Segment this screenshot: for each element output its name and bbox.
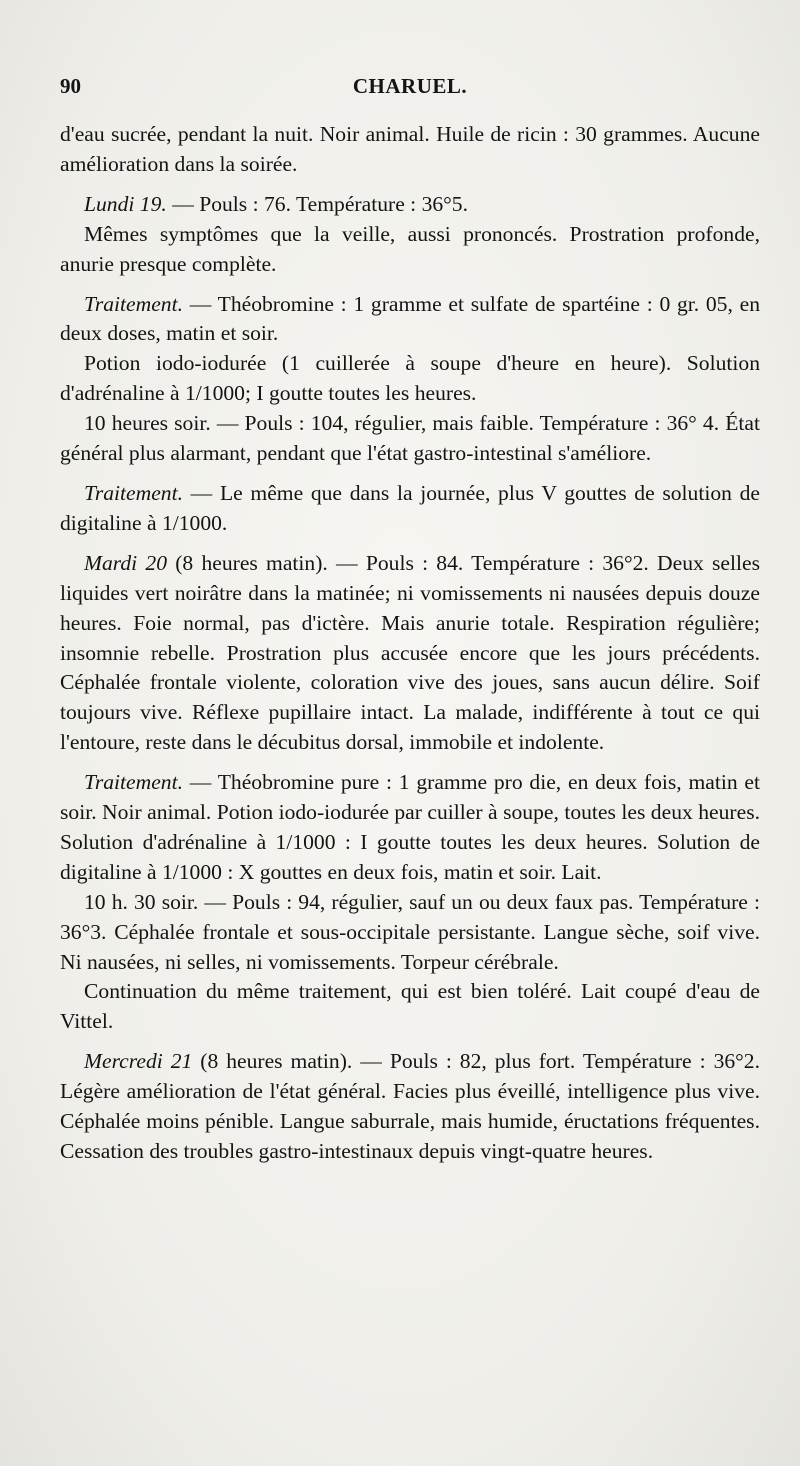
paragraph [60, 888, 760, 978]
page-header [60, 74, 760, 104]
paragraph-lead: Traitement. [84, 770, 183, 795]
paragraph-lead: Traitement. [84, 480, 183, 505]
paragraph-text: d'eau sucrée, pendant la nuit. Noir animal. Huile de ricin : 30 grammes. Aucune amélioration dans la soirée. [60, 122, 760, 176]
body-text [60, 120, 760, 1167]
paragraph-text: 10 heures soir. — Pouls : 104, régulier, mais faible. Température : 36° 4. État général plus alarmant, pendant que l'état gastro-intestinal s'améliore. [60, 411, 760, 466]
paragraph-text: — Théobromine : 1 gramme et sulfate de spartéine : 0 gr. 05, en deux doses, matin et soir. [60, 291, 760, 346]
paragraph-text: Potion iodo-iodurée (1 cuillerée à soupe d'heure en heure). Solution d'adrénaline à 1/1000; I goutte toutes les heures. [60, 351, 760, 406]
paragraph-text: — Théobromine pure : 1 gramme pro die, en deux fois, matin et soir. Noir animal. Potion iodo-iodurée par cuiller à soupe, toutes les deux heures. Solution d'adrénaline à 1/1000 : I goutte toutes les deux heures. Solution de digitaline à 1/1000 : X gouttes en deux fois, matin et soir. Lait. [60, 770, 760, 884]
paragraph-lead: Traitement. [84, 291, 183, 316]
paragraph [60, 349, 760, 409]
paragraph [60, 768, 760, 888]
paragraph [60, 1047, 760, 1167]
paragraph-text: (8 heures matin). — Pouls : 84. Température : 36°2. Deux selles liquides vert noirâtre dans la matinée; ni vomissements ni nausées depuis douze heures. Foie normal, pas d'ictère. Mais anurie totale. Respiration régulière; insomnie rebelle. Prostration plus accusée encore que les jours précédents. Céphalée frontale violente, coloration vive des joues, sans aucun délire. Soif toujours vive. Réflexe pupillaire intact. La malade, indifférente à tout ce qui l'entoure, reste dans le décubitus dorsal, immobile et indolente. [60, 550, 760, 755]
paragraph-text: — Le même que dans la journée, plus V gouttes de solution de digitaline à 1/1000. [60, 480, 760, 535]
paragraph [60, 977, 760, 1037]
paragraph [60, 409, 760, 469]
paragraph [60, 290, 760, 350]
running-head: CHARUEL. [352, 74, 468, 98]
paragraph [60, 190, 760, 220]
paragraph [60, 220, 760, 280]
paragraph [60, 479, 760, 539]
paragraph-text: 10 h. 30 soir. — Pouls : 94, régulier, sauf un ou deux faux pas. Température : 36°3. Céphalée frontale et sous-occipitale persistante. Langue sèche, soif vive. Ni nausées, ni selles, ni vomissements. Torpeur cérébrale. [60, 889, 760, 974]
paragraph-text: Continuation du même traitement, qui est bien toléré. Lait coupé d'eau de Vittel. [60, 979, 760, 1034]
page-number: 90 [60, 74, 81, 98]
paragraph-lead: Mercredi 21 [84, 1049, 193, 1074]
paragraph-lead: Mardi 20 [84, 550, 168, 575]
paragraph-text: — Pouls : 76. Température : 36°5. [166, 191, 469, 216]
paragraph [60, 549, 760, 758]
paragraph [60, 120, 760, 180]
paragraph-text: Mêmes symptômes que la veille, aussi prononcés. Prostration profonde, anurie presque complète. [60, 221, 760, 276]
paragraph-text: (8 heures matin). — Pouls : 82, plus fort. Température : 36°2. Légère amélioration de l'état général. Facies plus éveillé, intelligence plus vive. Céphalée moins pénible. Langue saburrale, mais humide, éructations fréquentes. Cessation des troubles gastro-intestinaux depuis vingt-quatre heures. [60, 1049, 761, 1163]
paragraph-lead: Lundi 19. [84, 191, 167, 216]
